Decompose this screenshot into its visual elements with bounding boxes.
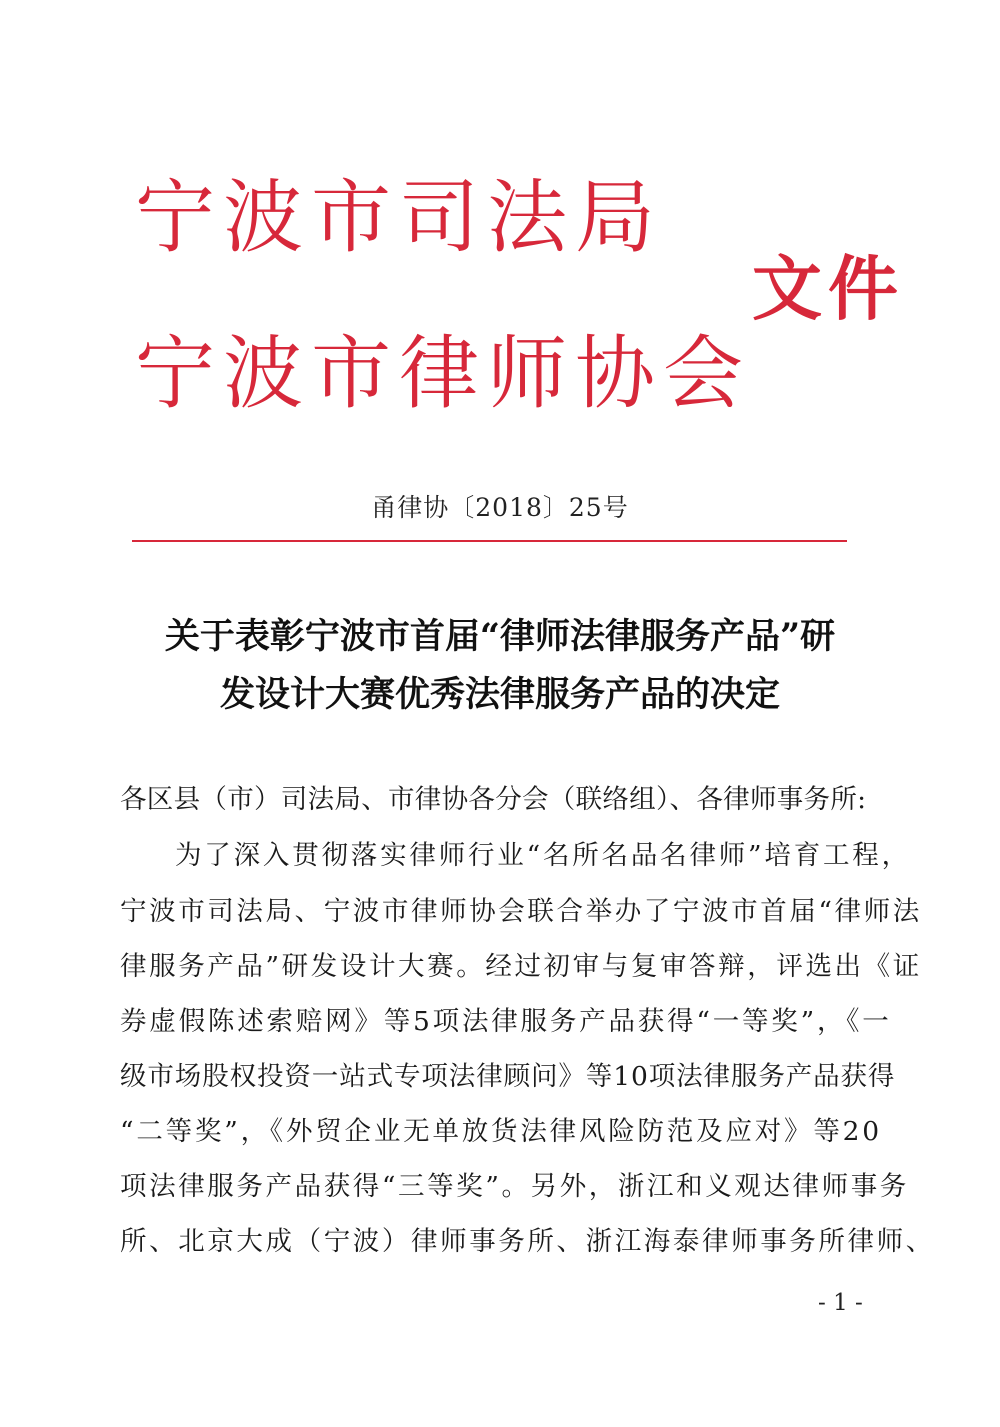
body-line: “二等奖”，《外贸企业无单放货法律风险防范及应对》等20 bbox=[120, 1116, 882, 1147]
red-divider-line bbox=[132, 540, 847, 542]
letterhead-org-lawyers-association: 宁波市律师协会 bbox=[135, 327, 751, 420]
addressee-line: 各区县（市）司法局、市律协各分会（联络组）、各律师事务所: bbox=[120, 784, 867, 815]
document-number: 甬律协〔2018〕25号 bbox=[371, 493, 629, 522]
body-line: 宁波市司法局、宁波市律师协会联合举办了宁波市首届“律师法 bbox=[120, 896, 922, 927]
page-number: - 1 - bbox=[818, 1290, 863, 1316]
body-line: 项法律服务产品获得“三等奖”。另外，浙江和义观达律师事务 bbox=[120, 1171, 909, 1202]
body-line: 律服务产品”研发设计大赛。经过初审与复审答辩，评选出《证 bbox=[120, 951, 922, 982]
body-line: 所、北京大成（宁波）律师事务所、浙江海泰律师事务所律师、 bbox=[120, 1226, 935, 1257]
body-line: 级市场股权投资一站式专项法律顾问》等10项法律服务产品获得 bbox=[120, 1061, 896, 1092]
letterhead-org-justice-bureau: 宁波市司法局 bbox=[135, 171, 663, 264]
document-title-line-2: 发设计大赛优秀法律服务产品的决定 bbox=[219, 674, 780, 715]
letterhead-document-kind: 文件 bbox=[752, 248, 904, 330]
body-line: 为了深入贯彻落实律师行业“名所名品名律师”培育工程， bbox=[175, 840, 911, 871]
body-line: 券虚假陈述索赔网》等5项法律服务产品获得“一等奖”，《一 bbox=[120, 1006, 892, 1037]
document-title-line-1: 关于表彰宁波市首届“律师法律服务产品”研 bbox=[164, 616, 836, 657]
